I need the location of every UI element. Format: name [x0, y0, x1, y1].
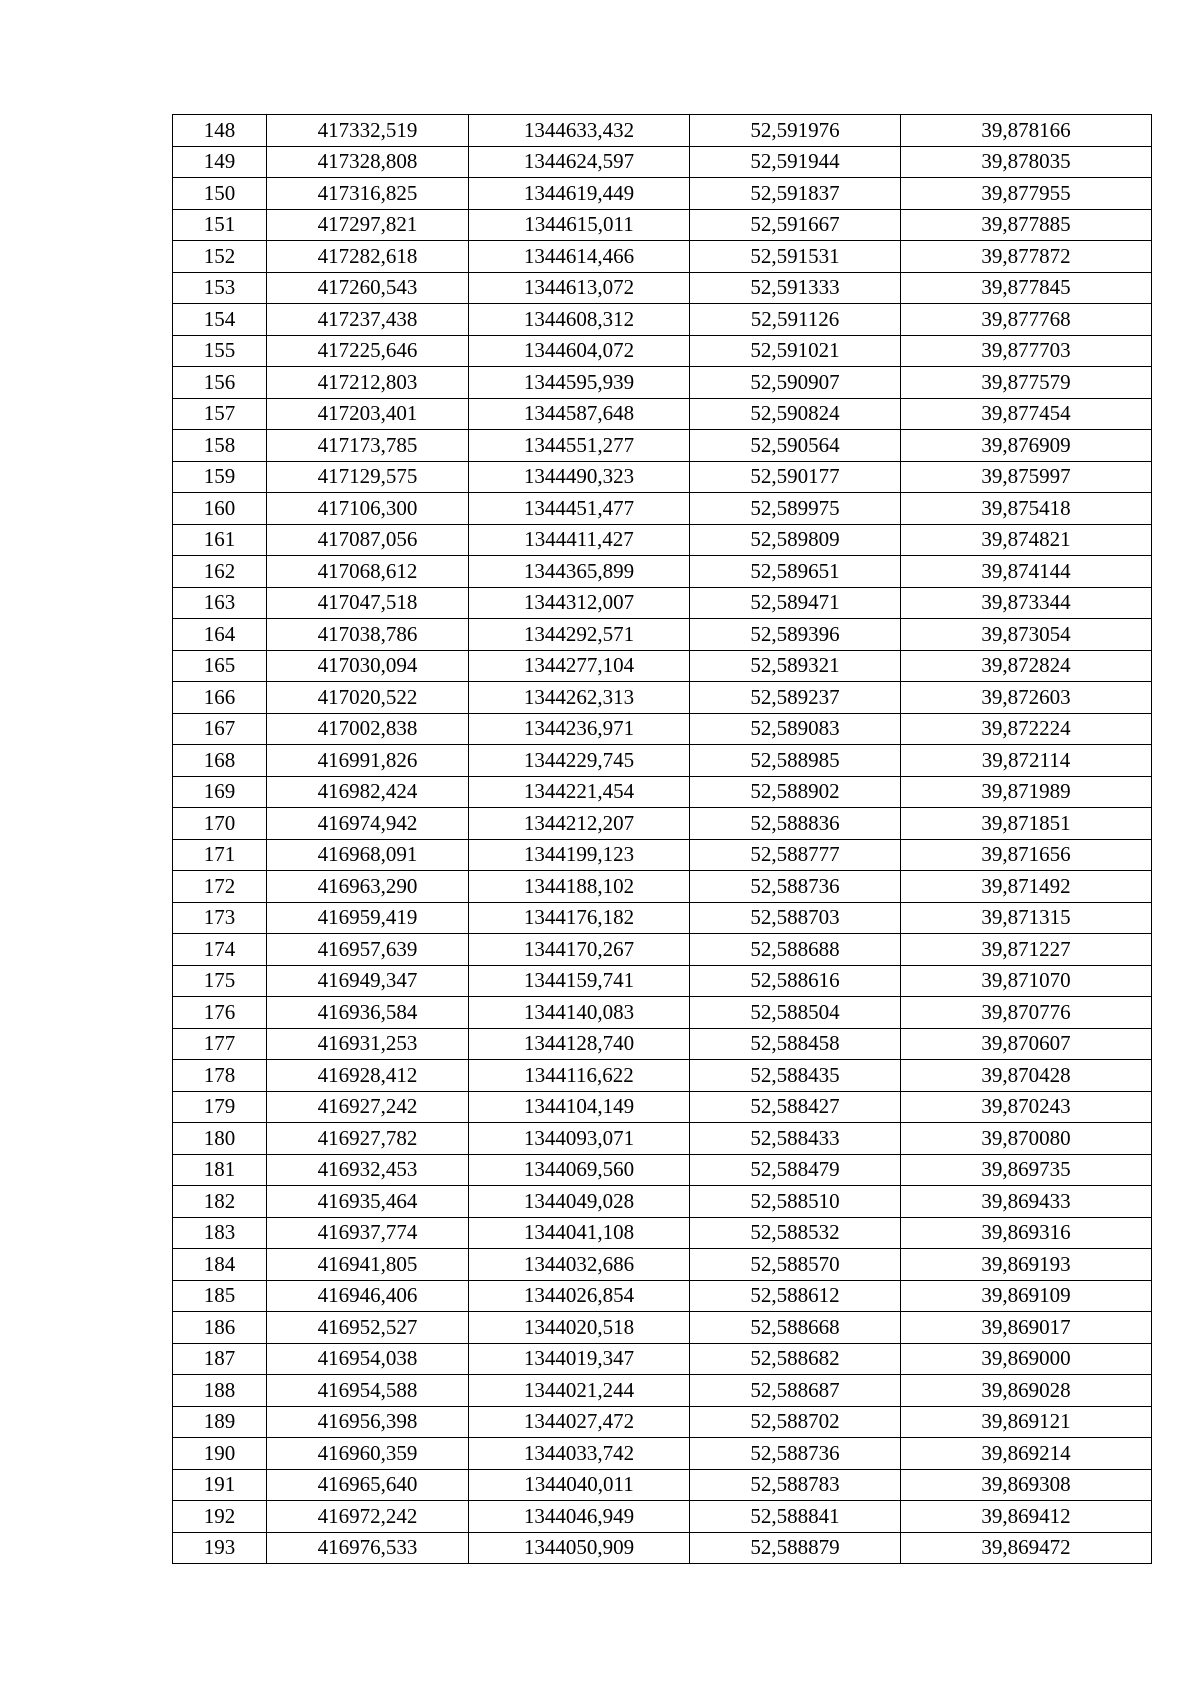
- latitude-cell: 52,588458: [690, 1028, 901, 1060]
- latitude-cell: 52,588688: [690, 934, 901, 966]
- longitude-cell: 39,872114: [901, 745, 1152, 777]
- longitude-cell: 39,869193: [901, 1249, 1152, 1281]
- point-number-cell: 190: [173, 1438, 267, 1470]
- latitude-cell: 52,590177: [690, 461, 901, 493]
- latitude-cell: 52,589809: [690, 524, 901, 556]
- table-row: [173, 115, 1152, 147]
- longitude-cell: 39,878035: [901, 146, 1152, 178]
- point-number-cell: 173: [173, 902, 267, 934]
- x-coordinate-cell: 417030,094: [267, 650, 469, 682]
- table-row: [173, 272, 1152, 304]
- y-coordinate-cell: 1344633,432: [469, 115, 690, 147]
- x-coordinate-cell: 417332,519: [267, 115, 469, 147]
- table-row: [173, 178, 1152, 210]
- longitude-cell: 39,870776: [901, 997, 1152, 1029]
- longitude-cell: 39,872824: [901, 650, 1152, 682]
- point-number-cell: 192: [173, 1501, 267, 1533]
- latitude-cell: 52,589237: [690, 682, 901, 714]
- x-coordinate-cell: 416954,038: [267, 1343, 469, 1375]
- x-coordinate-cell: 417173,785: [267, 430, 469, 462]
- x-coordinate-cell: 417129,575: [267, 461, 469, 493]
- point-number-cell: 167: [173, 713, 267, 745]
- x-coordinate-cell: 416976,533: [267, 1532, 469, 1564]
- x-coordinate-cell: 416963,290: [267, 871, 469, 903]
- x-coordinate-cell: 416965,640: [267, 1469, 469, 1501]
- longitude-cell: 39,875997: [901, 461, 1152, 493]
- longitude-cell: 39,873054: [901, 619, 1152, 651]
- table-row: [173, 650, 1152, 682]
- table-row: [173, 1123, 1152, 1155]
- latitude-cell: 52,591667: [690, 209, 901, 241]
- y-coordinate-cell: 1344159,741: [469, 965, 690, 997]
- y-coordinate-cell: 1344019,347: [469, 1343, 690, 1375]
- y-coordinate-cell: 1344229,745: [469, 745, 690, 777]
- point-number-cell: 179: [173, 1091, 267, 1123]
- longitude-cell: 39,870080: [901, 1123, 1152, 1155]
- y-coordinate-cell: 1344041,108: [469, 1217, 690, 1249]
- table-row: [173, 1501, 1152, 1533]
- y-coordinate-cell: 1344587,648: [469, 398, 690, 430]
- table-row: [173, 713, 1152, 745]
- latitude-cell: 52,589975: [690, 493, 901, 525]
- y-coordinate-cell: 1344116,622: [469, 1060, 690, 1092]
- longitude-cell: 39,869472: [901, 1532, 1152, 1564]
- table-row: [173, 871, 1152, 903]
- longitude-cell: 39,871851: [901, 808, 1152, 840]
- x-coordinate-cell: 417297,821: [267, 209, 469, 241]
- longitude-cell: 39,869028: [901, 1375, 1152, 1407]
- x-coordinate-cell: 417002,838: [267, 713, 469, 745]
- x-coordinate-cell: 416936,584: [267, 997, 469, 1029]
- table-row: [173, 241, 1152, 273]
- y-coordinate-cell: 1344221,454: [469, 776, 690, 808]
- latitude-cell: 52,588736: [690, 871, 901, 903]
- x-coordinate-cell: 416982,424: [267, 776, 469, 808]
- table-row: [173, 493, 1152, 525]
- y-coordinate-cell: 1344624,597: [469, 146, 690, 178]
- longitude-cell: 39,877845: [901, 272, 1152, 304]
- longitude-cell: 39,869308: [901, 1469, 1152, 1501]
- y-coordinate-cell: 1344615,011: [469, 209, 690, 241]
- y-coordinate-cell: 1344032,686: [469, 1249, 690, 1281]
- table-row: [173, 839, 1152, 871]
- latitude-cell: 52,588687: [690, 1375, 901, 1407]
- x-coordinate-cell: 417237,438: [267, 304, 469, 336]
- y-coordinate-cell: 1344277,104: [469, 650, 690, 682]
- point-number-cell: 174: [173, 934, 267, 966]
- longitude-cell: 39,877454: [901, 398, 1152, 430]
- latitude-cell: 52,591976: [690, 115, 901, 147]
- x-coordinate-cell: 416968,091: [267, 839, 469, 871]
- latitude-cell: 52,591531: [690, 241, 901, 273]
- table-row: [173, 1280, 1152, 1312]
- y-coordinate-cell: 1344050,909: [469, 1532, 690, 1564]
- x-coordinate-cell: 417316,825: [267, 178, 469, 210]
- point-number-cell: 191: [173, 1469, 267, 1501]
- latitude-cell: 52,589321: [690, 650, 901, 682]
- y-coordinate-cell: 1344604,072: [469, 335, 690, 367]
- y-coordinate-cell: 1344049,028: [469, 1186, 690, 1218]
- x-coordinate-cell: 416959,419: [267, 902, 469, 934]
- y-coordinate-cell: 1344613,072: [469, 272, 690, 304]
- table-row: [173, 430, 1152, 462]
- point-number-cell: 150: [173, 178, 267, 210]
- latitude-cell: 52,588433: [690, 1123, 901, 1155]
- point-number-cell: 157: [173, 398, 267, 430]
- y-coordinate-cell: 1344026,854: [469, 1280, 690, 1312]
- y-coordinate-cell: 1344312,007: [469, 587, 690, 619]
- x-coordinate-cell: 417203,401: [267, 398, 469, 430]
- x-coordinate-cell: 416954,588: [267, 1375, 469, 1407]
- x-coordinate-cell: 416935,464: [267, 1186, 469, 1218]
- point-number-cell: 193: [173, 1532, 267, 1564]
- table-row: [173, 461, 1152, 493]
- point-number-cell: 180: [173, 1123, 267, 1155]
- point-number-cell: 169: [173, 776, 267, 808]
- latitude-cell: 52,591944: [690, 146, 901, 178]
- latitude-cell: 52,588985: [690, 745, 901, 777]
- x-coordinate-cell: 416957,639: [267, 934, 469, 966]
- latitude-cell: 52,588510: [690, 1186, 901, 1218]
- x-coordinate-cell: 417068,612: [267, 556, 469, 588]
- x-coordinate-cell: 416972,242: [267, 1501, 469, 1533]
- longitude-cell: 39,872224: [901, 713, 1152, 745]
- point-number-cell: 154: [173, 304, 267, 336]
- y-coordinate-cell: 1344021,244: [469, 1375, 690, 1407]
- latitude-cell: 52,588777: [690, 839, 901, 871]
- y-coordinate-cell: 1344608,312: [469, 304, 690, 336]
- coordinates-table: [172, 114, 1152, 1564]
- latitude-cell: 52,589471: [690, 587, 901, 619]
- point-number-cell: 149: [173, 146, 267, 178]
- y-coordinate-cell: 1344170,267: [469, 934, 690, 966]
- coordinates-table-body: [173, 115, 1152, 1564]
- latitude-cell: 52,588479: [690, 1154, 901, 1186]
- latitude-cell: 52,588703: [690, 902, 901, 934]
- latitude-cell: 52,589651: [690, 556, 901, 588]
- point-number-cell: 184: [173, 1249, 267, 1281]
- point-number-cell: 156: [173, 367, 267, 399]
- x-coordinate-cell: 417087,056: [267, 524, 469, 556]
- latitude-cell: 52,588570: [690, 1249, 901, 1281]
- longitude-cell: 39,877768: [901, 304, 1152, 336]
- longitude-cell: 39,871227: [901, 934, 1152, 966]
- longitude-cell: 39,871492: [901, 871, 1152, 903]
- point-number-cell: 177: [173, 1028, 267, 1060]
- x-coordinate-cell: 416946,406: [267, 1280, 469, 1312]
- point-number-cell: 148: [173, 115, 267, 147]
- point-number-cell: 183: [173, 1217, 267, 1249]
- table-row: [173, 146, 1152, 178]
- x-coordinate-cell: 417047,518: [267, 587, 469, 619]
- y-coordinate-cell: 1344104,149: [469, 1091, 690, 1123]
- point-number-cell: 152: [173, 241, 267, 273]
- x-coordinate-cell: 417038,786: [267, 619, 469, 651]
- point-number-cell: 188: [173, 1375, 267, 1407]
- latitude-cell: 52,590824: [690, 398, 901, 430]
- longitude-cell: 39,870243: [901, 1091, 1152, 1123]
- table-row: [173, 1343, 1152, 1375]
- longitude-cell: 39,877579: [901, 367, 1152, 399]
- longitude-cell: 39,877885: [901, 209, 1152, 241]
- table-row: [173, 209, 1152, 241]
- longitude-cell: 39,869109: [901, 1280, 1152, 1312]
- table-row: [173, 367, 1152, 399]
- x-coordinate-cell: 416956,398: [267, 1406, 469, 1438]
- y-coordinate-cell: 1344128,740: [469, 1028, 690, 1060]
- x-coordinate-cell: 416991,826: [267, 745, 469, 777]
- y-coordinate-cell: 1344619,449: [469, 178, 690, 210]
- x-coordinate-cell: 416974,942: [267, 808, 469, 840]
- point-number-cell: 161: [173, 524, 267, 556]
- latitude-cell: 52,588836: [690, 808, 901, 840]
- y-coordinate-cell: 1344199,123: [469, 839, 690, 871]
- y-coordinate-cell: 1344236,971: [469, 713, 690, 745]
- longitude-cell: 39,869017: [901, 1312, 1152, 1344]
- table-row: [173, 1312, 1152, 1344]
- point-number-cell: 151: [173, 209, 267, 241]
- table-row: [173, 304, 1152, 336]
- table-row: [173, 682, 1152, 714]
- y-coordinate-cell: 1344020,518: [469, 1312, 690, 1344]
- x-coordinate-cell: 417020,522: [267, 682, 469, 714]
- table-row: [173, 1186, 1152, 1218]
- y-coordinate-cell: 1344140,083: [469, 997, 690, 1029]
- longitude-cell: 39,871070: [901, 965, 1152, 997]
- table-row: [173, 1469, 1152, 1501]
- y-coordinate-cell: 1344093,071: [469, 1123, 690, 1155]
- table-row: [173, 1154, 1152, 1186]
- table-row: [173, 965, 1152, 997]
- longitude-cell: 39,875418: [901, 493, 1152, 525]
- point-number-cell: 162: [173, 556, 267, 588]
- point-number-cell: 181: [173, 1154, 267, 1186]
- y-coordinate-cell: 1344595,939: [469, 367, 690, 399]
- point-number-cell: 178: [173, 1060, 267, 1092]
- y-coordinate-cell: 1344040,011: [469, 1469, 690, 1501]
- latitude-cell: 52,588435: [690, 1060, 901, 1092]
- point-number-cell: 187: [173, 1343, 267, 1375]
- latitude-cell: 52,588616: [690, 965, 901, 997]
- y-coordinate-cell: 1344292,571: [469, 619, 690, 651]
- table-row: [173, 1438, 1152, 1470]
- longitude-cell: 39,876909: [901, 430, 1152, 462]
- table-row: [173, 997, 1152, 1029]
- table-row: [173, 934, 1152, 966]
- longitude-cell: 39,869121: [901, 1406, 1152, 1438]
- table-row: [173, 619, 1152, 651]
- x-coordinate-cell: 416927,242: [267, 1091, 469, 1123]
- latitude-cell: 52,591837: [690, 178, 901, 210]
- table-row: [173, 1375, 1152, 1407]
- longitude-cell: 39,874821: [901, 524, 1152, 556]
- y-coordinate-cell: 1344069,560: [469, 1154, 690, 1186]
- point-number-cell: 165: [173, 650, 267, 682]
- longitude-cell: 39,872603: [901, 682, 1152, 714]
- point-number-cell: 155: [173, 335, 267, 367]
- latitude-cell: 52,591126: [690, 304, 901, 336]
- longitude-cell: 39,869214: [901, 1438, 1152, 1470]
- longitude-cell: 39,877703: [901, 335, 1152, 367]
- longitude-cell: 39,869316: [901, 1217, 1152, 1249]
- table-row: [173, 1217, 1152, 1249]
- table-row: [173, 587, 1152, 619]
- y-coordinate-cell: 1344451,477: [469, 493, 690, 525]
- y-coordinate-cell: 1344188,102: [469, 871, 690, 903]
- point-number-cell: 168: [173, 745, 267, 777]
- x-coordinate-cell: 417212,803: [267, 367, 469, 399]
- point-number-cell: 172: [173, 871, 267, 903]
- latitude-cell: 52,590564: [690, 430, 901, 462]
- y-coordinate-cell: 1344262,313: [469, 682, 690, 714]
- table-row: [173, 776, 1152, 808]
- y-coordinate-cell: 1344411,427: [469, 524, 690, 556]
- latitude-cell: 52,588682: [690, 1343, 901, 1375]
- x-coordinate-cell: 416927,782: [267, 1123, 469, 1155]
- x-coordinate-cell: 416941,805: [267, 1249, 469, 1281]
- table-row: [173, 398, 1152, 430]
- longitude-cell: 39,878166: [901, 115, 1152, 147]
- x-coordinate-cell: 417106,300: [267, 493, 469, 525]
- point-number-cell: 175: [173, 965, 267, 997]
- table-row: [173, 1532, 1152, 1564]
- longitude-cell: 39,873344: [901, 587, 1152, 619]
- point-number-cell: 185: [173, 1280, 267, 1312]
- x-coordinate-cell: 416952,527: [267, 1312, 469, 1344]
- longitude-cell: 39,871315: [901, 902, 1152, 934]
- x-coordinate-cell: 416928,412: [267, 1060, 469, 1092]
- y-coordinate-cell: 1344027,472: [469, 1406, 690, 1438]
- point-number-cell: 164: [173, 619, 267, 651]
- point-number-cell: 189: [173, 1406, 267, 1438]
- latitude-cell: 52,588736: [690, 1438, 901, 1470]
- latitude-cell: 52,589083: [690, 713, 901, 745]
- latitude-cell: 52,591333: [690, 272, 901, 304]
- longitude-cell: 39,871656: [901, 839, 1152, 871]
- latitude-cell: 52,588879: [690, 1532, 901, 1564]
- y-coordinate-cell: 1344614,466: [469, 241, 690, 273]
- longitude-cell: 39,869000: [901, 1343, 1152, 1375]
- point-number-cell: 182: [173, 1186, 267, 1218]
- table-row: [173, 1249, 1152, 1281]
- y-coordinate-cell: 1344365,899: [469, 556, 690, 588]
- x-coordinate-cell: 417225,646: [267, 335, 469, 367]
- point-number-cell: 176: [173, 997, 267, 1029]
- longitude-cell: 39,869433: [901, 1186, 1152, 1218]
- longitude-cell: 39,869412: [901, 1501, 1152, 1533]
- x-coordinate-cell: 416937,774: [267, 1217, 469, 1249]
- latitude-cell: 52,588532: [690, 1217, 901, 1249]
- point-number-cell: 170: [173, 808, 267, 840]
- latitude-cell: 52,588902: [690, 776, 901, 808]
- table-row: [173, 556, 1152, 588]
- point-number-cell: 166: [173, 682, 267, 714]
- y-coordinate-cell: 1344176,182: [469, 902, 690, 934]
- longitude-cell: 39,877872: [901, 241, 1152, 273]
- latitude-cell: 52,591021: [690, 335, 901, 367]
- longitude-cell: 39,871989: [901, 776, 1152, 808]
- longitude-cell: 39,870428: [901, 1060, 1152, 1092]
- latitude-cell: 52,588427: [690, 1091, 901, 1123]
- point-number-cell: 163: [173, 587, 267, 619]
- table-row: [173, 1406, 1152, 1438]
- latitude-cell: 52,589396: [690, 619, 901, 651]
- latitude-cell: 52,590907: [690, 367, 901, 399]
- longitude-cell: 39,874144: [901, 556, 1152, 588]
- table-row: [173, 1060, 1152, 1092]
- table-row: [173, 1091, 1152, 1123]
- x-coordinate-cell: 416949,347: [267, 965, 469, 997]
- x-coordinate-cell: 416931,253: [267, 1028, 469, 1060]
- x-coordinate-cell: 416960,359: [267, 1438, 469, 1470]
- table-row: [173, 808, 1152, 840]
- x-coordinate-cell: 417328,808: [267, 146, 469, 178]
- y-coordinate-cell: 1344490,323: [469, 461, 690, 493]
- x-coordinate-cell: 416932,453: [267, 1154, 469, 1186]
- point-number-cell: 171: [173, 839, 267, 871]
- latitude-cell: 52,588702: [690, 1406, 901, 1438]
- latitude-cell: 52,588783: [690, 1469, 901, 1501]
- table-row: [173, 524, 1152, 556]
- y-coordinate-cell: 1344551,277: [469, 430, 690, 462]
- longitude-cell: 39,869735: [901, 1154, 1152, 1186]
- y-coordinate-cell: 1344212,207: [469, 808, 690, 840]
- latitude-cell: 52,588504: [690, 997, 901, 1029]
- point-number-cell: 159: [173, 461, 267, 493]
- point-number-cell: 153: [173, 272, 267, 304]
- latitude-cell: 52,588668: [690, 1312, 901, 1344]
- table-row: [173, 902, 1152, 934]
- point-number-cell: 160: [173, 493, 267, 525]
- longitude-cell: 39,877955: [901, 178, 1152, 210]
- y-coordinate-cell: 1344033,742: [469, 1438, 690, 1470]
- point-number-cell: 158: [173, 430, 267, 462]
- x-coordinate-cell: 417260,543: [267, 272, 469, 304]
- point-number-cell: 186: [173, 1312, 267, 1344]
- table-row: [173, 1028, 1152, 1060]
- y-coordinate-cell: 1344046,949: [469, 1501, 690, 1533]
- longitude-cell: 39,870607: [901, 1028, 1152, 1060]
- table-row: [173, 335, 1152, 367]
- table-row: [173, 745, 1152, 777]
- latitude-cell: 52,588841: [690, 1501, 901, 1533]
- latitude-cell: 52,588612: [690, 1280, 901, 1312]
- x-coordinate-cell: 417282,618: [267, 241, 469, 273]
